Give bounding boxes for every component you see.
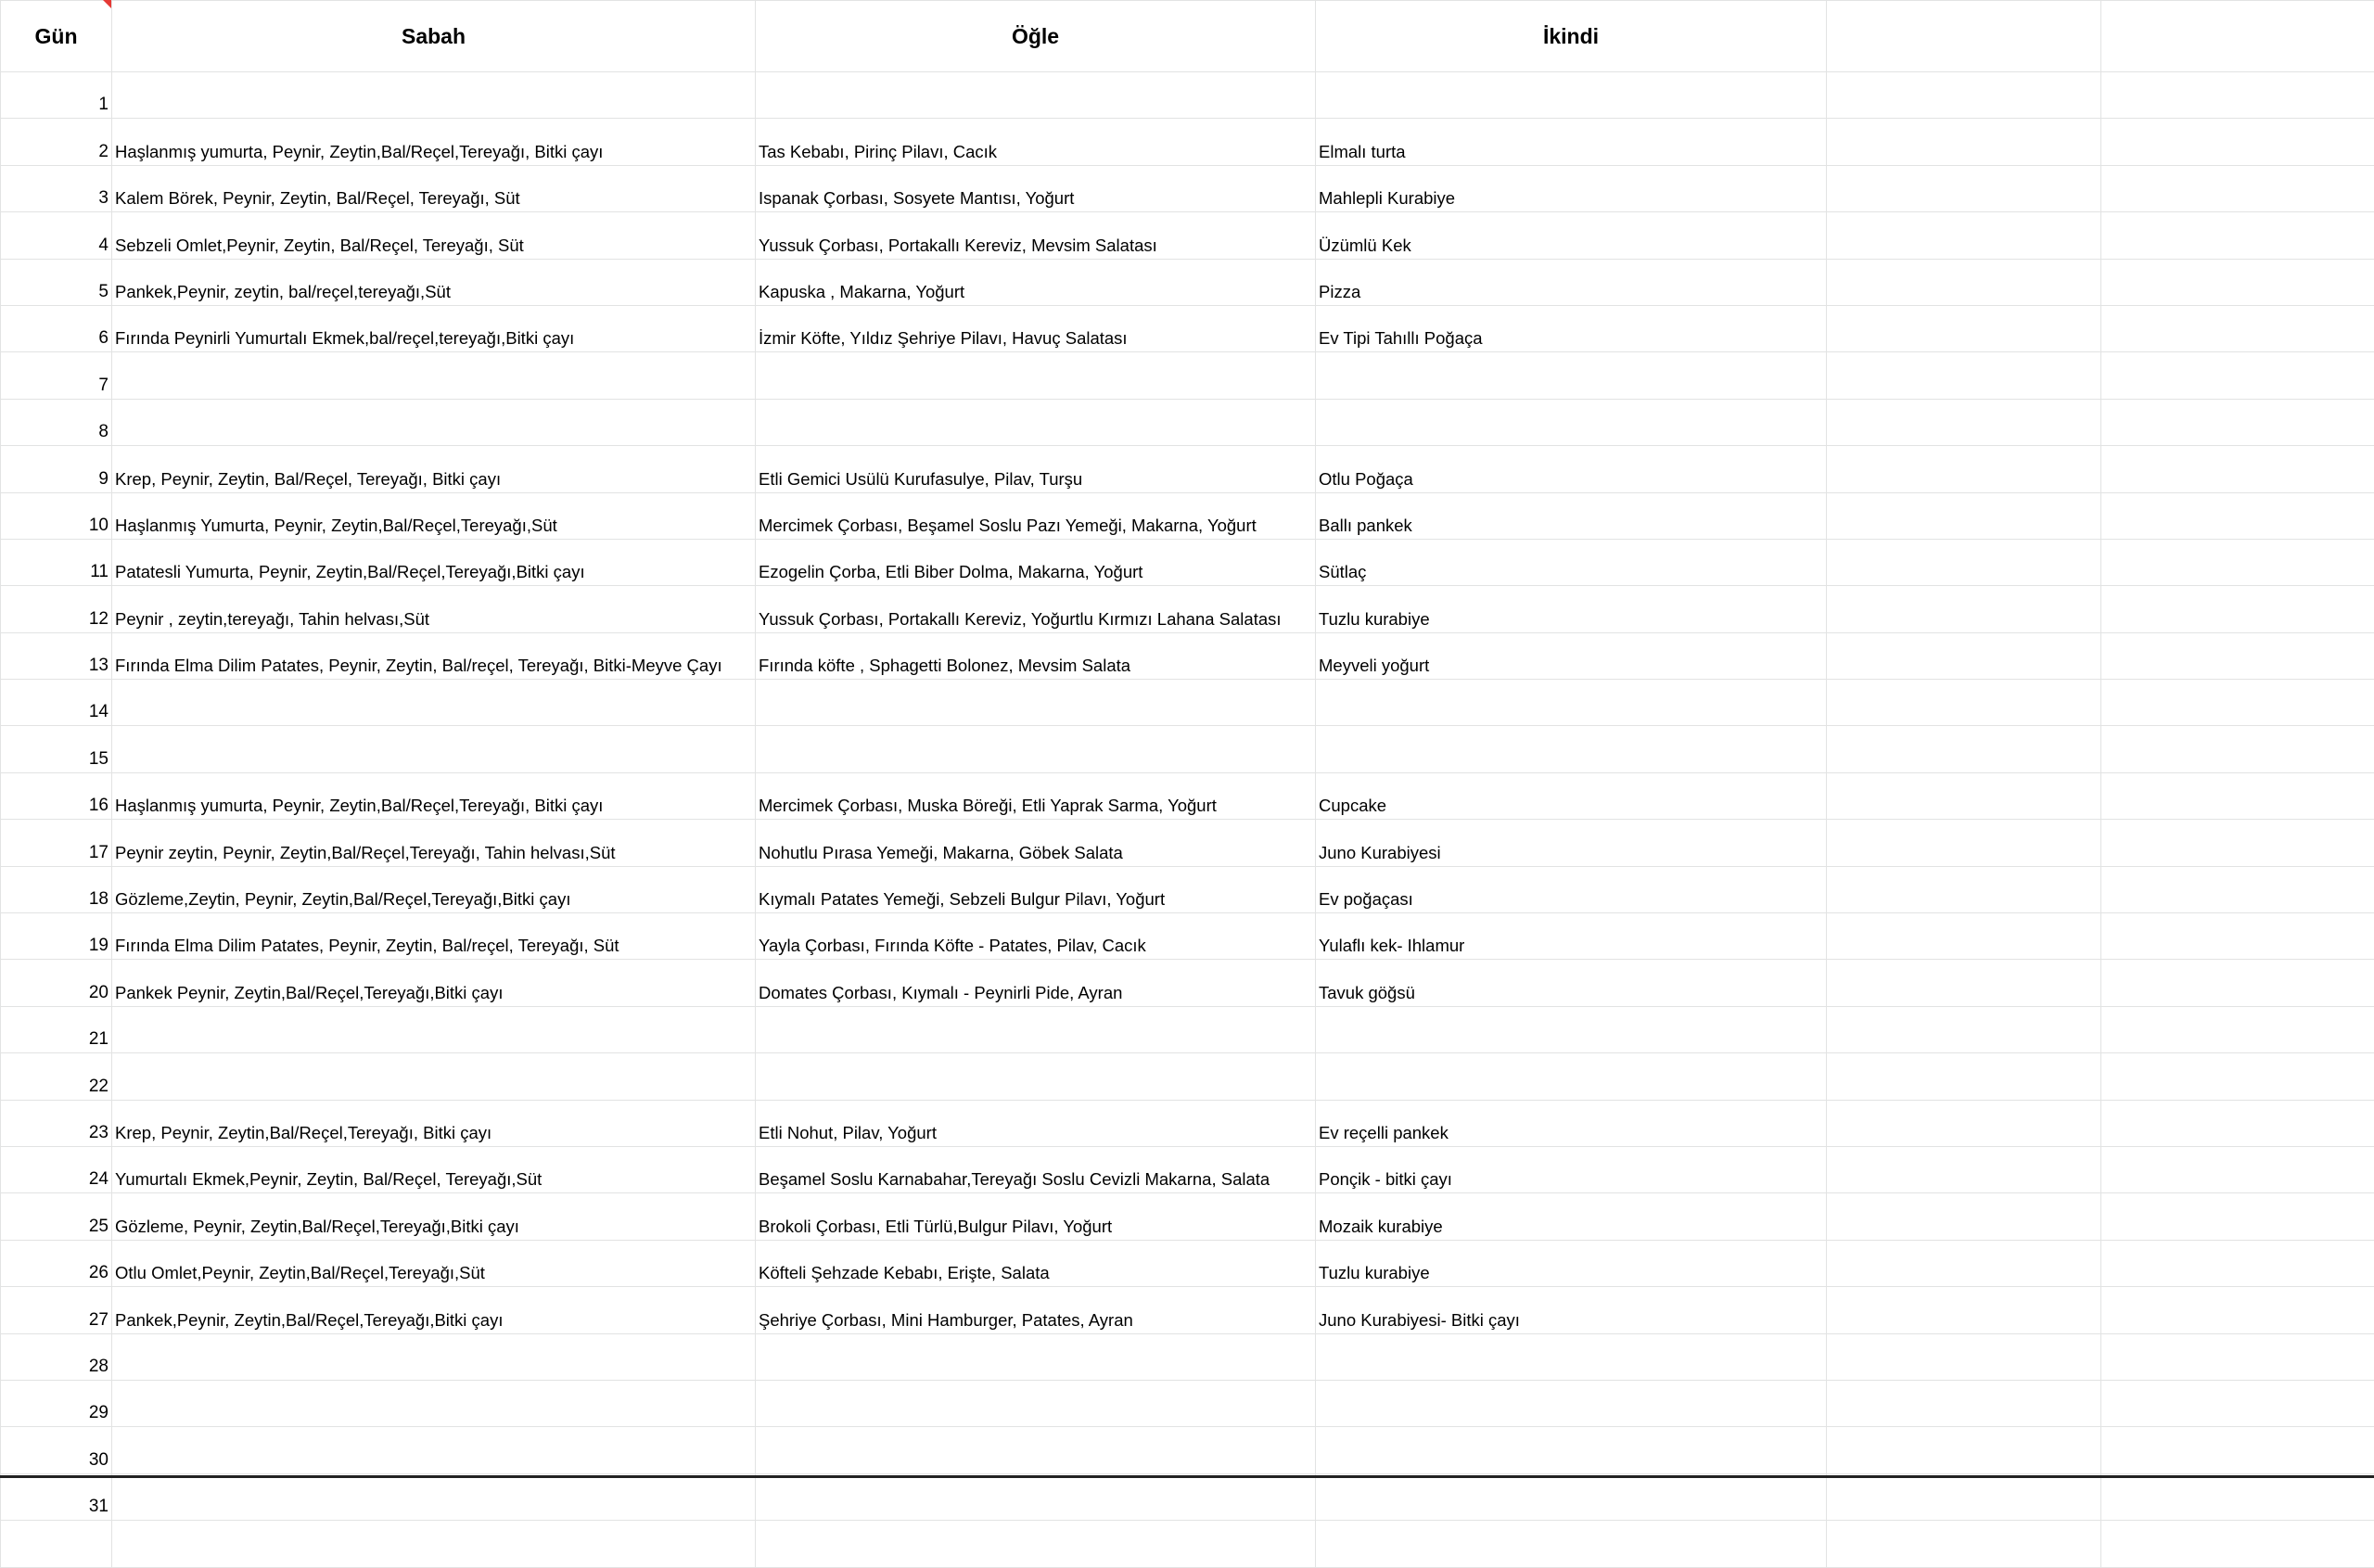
table-row (1, 1287, 2374, 1333)
cell-empty[interactable] (2101, 586, 2374, 632)
cell-day[interactable]: 8 (1, 399, 112, 445)
cell-sabah[interactable]: Patatesli Yumurta, Peynir, Zeytin,Bal/Reçel,Tereyağı,Bitki çayı (112, 539, 756, 585)
cell-ogle[interactable] (756, 680, 1316, 726)
cell-sabah[interactable]: Krep, Peynir, Zeytin, Bal/Reçel, Tereyağı, Bitki çayı (112, 446, 756, 492)
cell-empty[interactable] (1827, 1053, 2101, 1100)
cell-ogle[interactable] (756, 1427, 1316, 1473)
cell-ogle[interactable] (756, 1521, 1316, 1567)
cell-empty[interactable] (1827, 1287, 2101, 1333)
cell-ikindi[interactable] (1316, 72, 1827, 119)
cell-sabah[interactable]: Kalem Börek, Peynir, Zeytin, Bal/Reçel, Tereyağı, Süt (112, 165, 756, 211)
table-row (1, 586, 2374, 632)
cell-empty[interactable] (1827, 72, 2101, 119)
cell-ikindi[interactable]: Sütlaç (1316, 539, 1827, 585)
cell-empty[interactable] (1827, 492, 2101, 539)
cell-empty[interactable] (2101, 1240, 2374, 1286)
cell-ikindi[interactable]: Ev Tipi Tahıllı Poğaça (1316, 305, 1827, 351)
cell-empty[interactable] (2101, 820, 2374, 866)
cell-sabah[interactable]: Gözleme, Peynir, Zeytin,Bal/Reçel,Tereyağı,Bitki çayı (112, 1193, 756, 1240)
cell-ikindi[interactable] (1316, 1333, 1827, 1380)
cell-empty[interactable] (2101, 960, 2374, 1006)
cell-day[interactable]: 29 (1, 1380, 112, 1426)
cell-ogle[interactable]: Yayla Çorbası, Fırında Köfte - Patates, Pilav, Cacık (756, 913, 1316, 960)
cell-empty[interactable] (1827, 1380, 2101, 1426)
table-row (1, 165, 2374, 211)
cell-empty[interactable] (2101, 1427, 2374, 1473)
cell-ogle[interactable]: Ezogelin Çorba, Etli Biber Dolma, Makarna, Yoğurt (756, 539, 1316, 585)
cell-empty[interactable] (2101, 492, 2374, 539)
cell-day[interactable]: 31 (1, 1473, 112, 1520)
cell-ikindi[interactable] (1316, 680, 1827, 726)
cell-sabah[interactable]: Fırında Peynirli Yumurtalı Ekmek,bal/reçel,tereyağı,Bitki çayı (112, 305, 756, 351)
table-row (1, 72, 2374, 119)
header-gun[interactable]: Gün (1, 1, 112, 72)
header-ikindi[interactable]: İkindi (1316, 1, 1827, 72)
cell-ogle[interactable] (756, 1053, 1316, 1100)
table-row (1, 1006, 2374, 1052)
comment-indicator-icon (103, 0, 111, 8)
cell-sabah[interactable] (112, 352, 756, 399)
cell-empty[interactable] (1827, 586, 2101, 632)
cell-ikindi[interactable]: Ballı pankek (1316, 492, 1827, 539)
cell-empty[interactable] (1827, 1473, 2101, 1520)
cell-empty[interactable] (2101, 866, 2374, 912)
cell-empty[interactable] (2101, 399, 2374, 445)
cell-day[interactable]: 9 (1, 446, 112, 492)
cell-ikindi[interactable]: Cupcake (1316, 772, 1827, 819)
cell-ikindi[interactable] (1316, 399, 1827, 445)
cell-empty[interactable] (2101, 1521, 2374, 1567)
cell-day[interactable]: 15 (1, 726, 112, 772)
cell-sabah[interactable]: Yumurtalı Ekmek,Peynir, Zeytin, Bal/Reçel, Tereyağı,Süt (112, 1146, 756, 1192)
cell-day[interactable]: 7 (1, 352, 112, 399)
cell-empty[interactable] (1827, 259, 2101, 305)
cell-empty[interactable] (1827, 1521, 2101, 1567)
cell-day[interactable]: 30 (1, 1427, 112, 1473)
table-row (1, 1146, 2374, 1192)
cell-ikindi[interactable]: Mahlepli Kurabiye (1316, 165, 1827, 211)
cell-sabah[interactable]: Haşlanmış Yumurta, Peynir, Zeytin,Bal/Reçel,Tereyağı,Süt (112, 492, 756, 539)
cell-ogle[interactable] (756, 1380, 1316, 1426)
cell-day[interactable]: 28 (1, 1333, 112, 1380)
cell-empty[interactable] (1827, 165, 2101, 211)
cell-empty[interactable] (1827, 305, 2101, 351)
header-sabah[interactable]: Sabah (112, 1, 756, 72)
cell-ogle[interactable]: Kapuska , Makarna, Yoğurt (756, 259, 1316, 305)
table-row (1, 1473, 2374, 1520)
cell-empty[interactable] (2101, 1287, 2374, 1333)
header-ogle[interactable]: Öğle (756, 1, 1316, 72)
cell-day[interactable]: 4 (1, 212, 112, 259)
cell-empty[interactable] (1827, 632, 2101, 679)
cell-sabah[interactable]: Pankek Peynir, Zeytin,Bal/Reçel,Tereyağı,Bitki çayı (112, 960, 756, 1006)
cell-sabah[interactable]: Peynir , zeytin,tereyağı, Tahin helvası,Süt (112, 586, 756, 632)
cell-empty[interactable] (1827, 913, 2101, 960)
cell-empty[interactable] (2101, 446, 2374, 492)
cell-day[interactable]: 17 (1, 820, 112, 866)
table-row (1, 446, 2374, 492)
cell-day[interactable]: 14 (1, 680, 112, 726)
cell-ikindi[interactable] (1316, 1006, 1827, 1052)
cell-sabah[interactable] (112, 1427, 756, 1473)
header-empty-e[interactable] (1827, 1, 2101, 72)
cell-day[interactable]: 27 (1, 1287, 112, 1333)
cell-empty[interactable] (2101, 212, 2374, 259)
cell-sabah[interactable] (112, 1006, 756, 1052)
cell-day[interactable]: 12 (1, 586, 112, 632)
cell-day[interactable]: 6 (1, 305, 112, 351)
cell-empty[interactable] (2101, 1006, 2374, 1052)
table-row (1, 492, 2374, 539)
cell-ogle[interactable] (756, 72, 1316, 119)
table-row (1, 1427, 2374, 1473)
cell-empty[interactable] (1827, 1146, 2101, 1192)
table-body (1, 72, 2374, 1568)
table-row (1, 866, 2374, 912)
cell-ikindi[interactable]: Ev reçelli pankek (1316, 1100, 1827, 1146)
cell-sabah[interactable]: Fırında Elma Dilim Patates, Peynir, Zeytin, Bal/reçel, Tereyağı, Süt (112, 913, 756, 960)
cell-day[interactable]: 19 (1, 913, 112, 960)
table-row (1, 680, 2374, 726)
table-row (1, 1100, 2374, 1146)
cell-ikindi[interactable] (1316, 1521, 1827, 1567)
cell-empty[interactable] (2101, 726, 2374, 772)
cell-empty[interactable] (2101, 119, 2374, 165)
cell-empty[interactable] (2101, 1193, 2374, 1240)
cell-ogle[interactable] (756, 1333, 1316, 1380)
cell-empty[interactable] (2101, 680, 2374, 726)
cell-empty[interactable] (2101, 352, 2374, 399)
cell-empty[interactable] (2101, 632, 2374, 679)
cell-sabah[interactable]: Krep, Peynir, Zeytin,Bal/Reçel,Tereyağı, Bitki çayı (112, 1100, 756, 1146)
cell-empty[interactable] (2101, 165, 2374, 211)
cell-ikindi[interactable]: Ponçik - bitki çayı (1316, 1146, 1827, 1192)
table-row (1, 212, 2374, 259)
cell-day[interactable]: 24 (1, 1146, 112, 1192)
cell-day[interactable]: 5 (1, 259, 112, 305)
table-row (1, 399, 2374, 445)
cell-empty[interactable] (1827, 212, 2101, 259)
cell-day[interactable]: 10 (1, 492, 112, 539)
cell-empty[interactable] (1827, 119, 2101, 165)
cell-empty[interactable] (2101, 772, 2374, 819)
cell-ikindi[interactable]: Tuzlu kurabiye (1316, 1240, 1827, 1286)
cell-ogle[interactable]: Mercimek Çorbası, Beşamel Soslu Pazı Yemeği, Makarna, Yoğurt (756, 492, 1316, 539)
cell-ikindi[interactable] (1316, 726, 1827, 772)
cell-ogle[interactable]: Etli Gemici Usülü Kurufasulye, Pilav, Turşu (756, 446, 1316, 492)
table-row (1, 726, 2374, 772)
table-row (1, 352, 2374, 399)
cell-ikindi[interactable] (1316, 1473, 1827, 1520)
cell-ogle[interactable]: Domates Çorbası, Kıymalı - Peynirli Pide, Ayran (756, 960, 1316, 1006)
cell-empty[interactable] (1827, 1427, 2101, 1473)
cell-sabah[interactable]: Haşlanmış yumurta, Peynir, Zeytin,Bal/Reçel,Tereyağı, Bitki çayı (112, 119, 756, 165)
cell-ogle[interactable] (756, 726, 1316, 772)
cell-sabah[interactable]: Sebzeli Omlet,Peynir, Zeytin, Bal/Reçel, Tereyağı, Süt (112, 212, 756, 259)
cell-empty[interactable] (2101, 1333, 2374, 1380)
cell-empty[interactable] (1827, 1100, 2101, 1146)
cell-day[interactable]: 2 (1, 119, 112, 165)
cell-ikindi[interactable]: Otlu Poğaça (1316, 446, 1827, 492)
header-empty-f[interactable] (2101, 1, 2374, 72)
cell-ikindi[interactable]: Meyveli yoğurt (1316, 632, 1827, 679)
cell-ikindi[interactable] (1316, 1427, 1827, 1473)
cell-day[interactable]: 21 (1, 1006, 112, 1052)
cell-empty[interactable] (1827, 352, 2101, 399)
cell-day[interactable]: 22 (1, 1053, 112, 1100)
cell-ikindi[interactable]: Ev poğaçası (1316, 866, 1827, 912)
cell-empty[interactable] (2101, 1473, 2374, 1520)
cell-empty[interactable] (1827, 772, 2101, 819)
cell-ikindi[interactable]: Tuzlu kurabiye (1316, 586, 1827, 632)
cell-day[interactable]: 11 (1, 539, 112, 585)
cell-ikindi[interactable]: Elmalı turta (1316, 119, 1827, 165)
cell-day[interactable]: 23 (1, 1100, 112, 1146)
cell-empty[interactable] (2101, 1053, 2374, 1100)
cell-empty[interactable] (1827, 1333, 2101, 1380)
cell-sabah[interactable]: Pankek,Peynir, Zeytin,Bal/Reçel,Tereyağı,Bitki çayı (112, 1287, 756, 1333)
table-row (1, 1193, 2374, 1240)
cell-sabah[interactable]: Pankek,Peynir, zeytin, bal/reçel,tereyağı,Süt (112, 259, 756, 305)
cell-sabah[interactable] (112, 1333, 756, 1380)
cell-day[interactable]: 13 (1, 632, 112, 679)
header-row (1, 1, 2374, 72)
cell-ogle[interactable]: Fırında köfte , Sphagetti Bolonez, Mevsim Salata (756, 632, 1316, 679)
cell-ikindi[interactable] (1316, 1380, 1827, 1426)
cell-sabah[interactable] (112, 1473, 756, 1520)
cell-sabah[interactable]: Otlu Omlet,Peynir, Zeytin,Bal/Reçel,Tereyağı,Süt (112, 1240, 756, 1286)
cell-ikindi[interactable]: Pizza (1316, 259, 1827, 305)
cell-empty[interactable] (2101, 1146, 2374, 1192)
cell-empty[interactable] (1827, 399, 2101, 445)
table-row (1, 1380, 2374, 1426)
cell-ogle[interactable] (756, 352, 1316, 399)
cell-sabah[interactable]: Haşlanmış yumurta, Peynir, Zeytin,Bal/Reçel,Tereyağı, Bitki çayı (112, 772, 756, 819)
table-row (1, 772, 2374, 819)
cell-sabah[interactable] (112, 726, 756, 772)
cell-ogle[interactable] (756, 1006, 1316, 1052)
cell-ogle[interactable]: Ispanak Çorbası, Sosyete Mantısı, Yoğurt (756, 165, 1316, 211)
cell-ogle[interactable]: Nohutlu Pırasa Yemeği, Makarna, Göbek Salata (756, 820, 1316, 866)
table-row (1, 305, 2374, 351)
table-row (1, 632, 2374, 679)
cell-ogle[interactable]: Şehriye Çorbası, Mini Hamburger, Patates, Ayran (756, 1287, 1316, 1333)
cell-ogle[interactable]: Etli Nohut, Pilav, Yoğurt (756, 1100, 1316, 1146)
cell-empty[interactable] (1827, 446, 2101, 492)
cell-ikindi[interactable]: Juno Kurabiyesi- Bitki çayı (1316, 1287, 1827, 1333)
cell-sabah[interactable]: Gözleme,Zeytin, Peynir, Zeytin,Bal/Reçel,Tereyağı,Bitki çayı (112, 866, 756, 912)
table-row (1, 539, 2374, 585)
cell-ogle[interactable]: Tas Kebabı, Pirinç Pilavı, Cacık (756, 119, 1316, 165)
cell-ikindi[interactable]: Tavuk göğsü (1316, 960, 1827, 1006)
cell-day[interactable]: 16 (1, 772, 112, 819)
cell-ikindi[interactable] (1316, 352, 1827, 399)
cell-ikindi[interactable]: Mozaik kurabiye (1316, 1193, 1827, 1240)
cell-ogle[interactable]: Mercimek Çorbası, Muska Böreği, Etli Yaprak Sarma, Yoğurt (756, 772, 1316, 819)
cell-ogle[interactable]: İzmir Köfte, Yıldız Şehriye Pilavı, Havuç Salatası (756, 305, 1316, 351)
cell-ogle[interactable]: Kıymalı Patates Yemeği, Sebzeli Bulgur Pilavı, Yoğurt (756, 866, 1316, 912)
cell-empty[interactable] (2101, 72, 2374, 119)
cell-sabah[interactable] (112, 1380, 756, 1426)
cell-sabah[interactable] (112, 72, 756, 119)
cell-day[interactable]: 20 (1, 960, 112, 1006)
cell-empty[interactable] (2101, 539, 2374, 585)
table-row (1, 119, 2374, 165)
cell-empty[interactable] (2101, 305, 2374, 351)
cell-empty[interactable] (1827, 680, 2101, 726)
cell-ogle[interactable]: Köfteli Şehzade Kebabı, Erişte, Salata (756, 1240, 1316, 1286)
cell-empty[interactable] (1827, 1193, 2101, 1240)
cell-sabah[interactable] (112, 1053, 756, 1100)
cell-empty[interactable] (2101, 1100, 2374, 1146)
cell-ogle[interactable]: Yussuk Çorbası, Portakallı Kereviz, Yoğurtlu Kırmızı Lahana Salatası (756, 586, 1316, 632)
cell-day[interactable]: 3 (1, 165, 112, 211)
cell-day[interactable]: 1 (1, 72, 112, 119)
cell-day[interactable]: 25 (1, 1193, 112, 1240)
cell-day[interactable]: 18 (1, 866, 112, 912)
cell-day[interactable]: 26 (1, 1240, 112, 1286)
cell-ikindi[interactable] (1316, 1053, 1827, 1100)
cell-ikindi[interactable]: Juno Kurabiyesi (1316, 820, 1827, 866)
cell-ogle[interactable] (756, 1473, 1316, 1520)
table-row (1, 1521, 2374, 1567)
cell-ikindi[interactable]: Üzümlü Kek (1316, 212, 1827, 259)
cell-empty[interactable] (2101, 259, 2374, 305)
cell-sabah[interactable]: Peynir zeytin, Peynir, Zeytin,Bal/Reçel,Tereyağı, Tahin helvası,Süt (112, 820, 756, 866)
cell-empty[interactable] (1827, 1006, 2101, 1052)
cell-sabah[interactable] (112, 399, 756, 445)
table-row (1, 820, 2374, 866)
cell-empty[interactable] (2101, 913, 2374, 960)
table-row (1, 259, 2374, 305)
cell-empty[interactable] (2101, 1380, 2374, 1426)
cell-empty[interactable] (1827, 726, 2101, 772)
cell-ogle[interactable] (756, 399, 1316, 445)
cell-empty[interactable] (1827, 539, 2101, 585)
cell-empty[interactable] (1827, 960, 2101, 1006)
cell-sabah[interactable] (112, 1521, 756, 1567)
table-row (1, 913, 2374, 960)
table-row (1, 1333, 2374, 1380)
table-row (1, 1240, 2374, 1286)
cell-empty[interactable] (1827, 820, 2101, 866)
cell-empty[interactable] (1827, 1240, 2101, 1286)
table-row (1, 960, 2374, 1006)
cell-empty[interactable] (1827, 866, 2101, 912)
cell-ogle[interactable]: Yussuk Çorbası, Portakallı Kereviz, Mevsim Salatası (756, 212, 1316, 259)
table-row (1, 1053, 2374, 1100)
cell-sabah[interactable] (112, 680, 756, 726)
cell-sabah[interactable]: Fırında Elma Dilim Patates, Peynir, Zeytin, Bal/reçel, Tereyağı, Bitki-Meyve Çayı (112, 632, 756, 679)
cell-ogle[interactable]: Brokoli Çorbası, Etli Türlü,Bulgur Pilavı, Yoğurt (756, 1193, 1316, 1240)
cell-ikindi[interactable]: Yulaflı kek- Ihlamur (1316, 913, 1827, 960)
cell-ogle[interactable]: Beşamel Soslu Karnabahar,Tereyağı Soslu Cevizli Makarna, Salata (756, 1146, 1316, 1192)
cell-day[interactable] (1, 1521, 112, 1567)
